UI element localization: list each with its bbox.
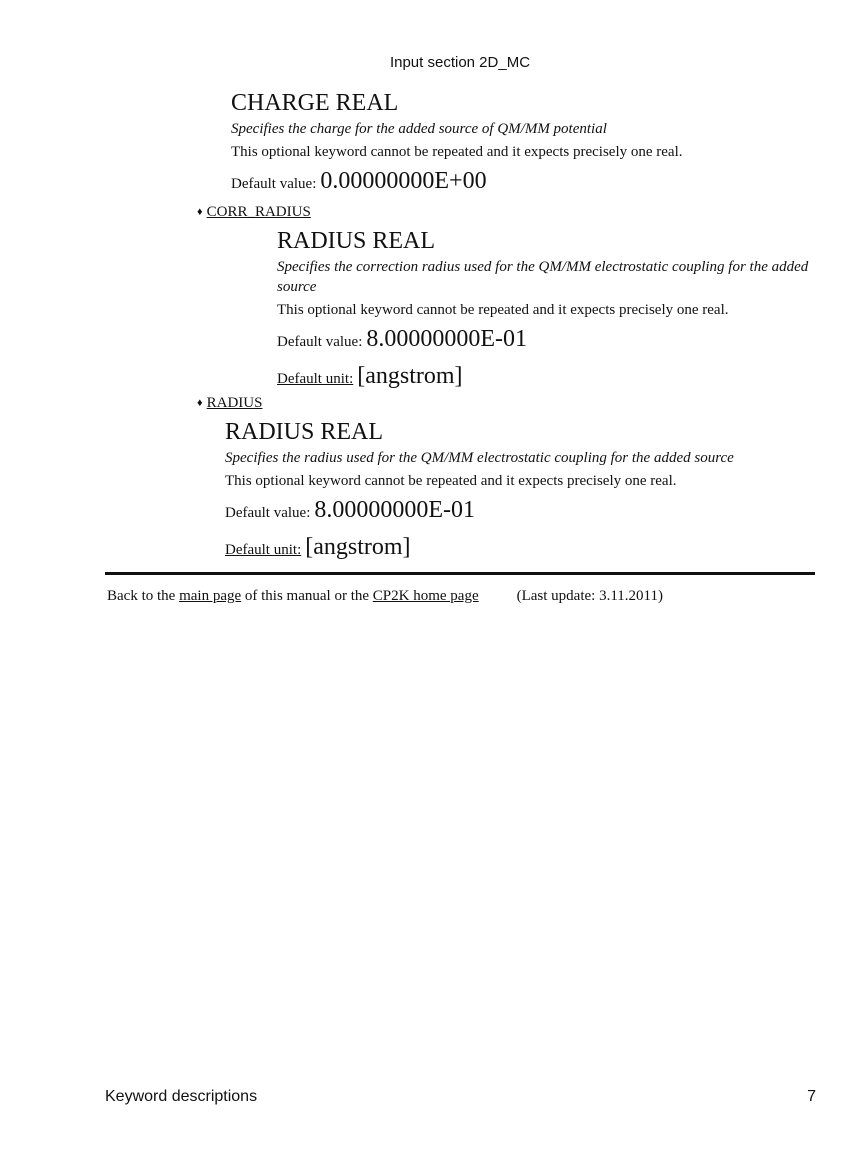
running-header: Input section 2D_MC (389, 54, 531, 71)
diamond-bullet-icon: ♦ (197, 397, 203, 409)
page-footer-section: Keyword descriptions (105, 1088, 258, 1105)
charge-default-label: Default value: (231, 176, 317, 192)
charge-keyword-title: CHARGE REAL (231, 90, 399, 116)
radius-unit-label[interactable]: Default unit: (225, 542, 302, 558)
radius-unit-row (225, 532, 825, 565)
radius-link[interactable]: RADIUS (206, 395, 263, 411)
corr-radius-note: This optional keyword cannot be repeated and it expects precisely one real. (277, 302, 729, 318)
main-page-link[interactable]: main page (179, 588, 242, 604)
radius-unit-value: [angstrom] (305, 534, 411, 560)
diamond-bullet-icon: ♦ (197, 206, 203, 218)
footer-navigation (107, 588, 663, 605)
corr-radius-default-row (277, 324, 817, 357)
horizontal-divider (105, 572, 815, 575)
radius-note: This optional keyword cannot be repeated and it expects precisely one real. (225, 473, 677, 489)
charge-description: Specifies the charge for the added source of QM/MM potential (231, 121, 607, 137)
corr-radius-unit-value: [angstrom] (357, 363, 463, 389)
corr-radius-bullet-row (197, 203, 311, 221)
last-update: (Last update: 3.11.2011) (516, 588, 663, 604)
corr-radius-link[interactable]: CORR_RADIUS (206, 204, 311, 220)
radius-default-row (225, 495, 825, 528)
charge-note: This optional keyword cannot be repeated and it expects precisely one real. (231, 144, 683, 160)
charge-default-value: 0.00000000E+00 (320, 168, 487, 194)
radius-default-value: 8.00000000E-01 (314, 497, 476, 523)
charge-keyword-block (231, 89, 831, 199)
radius-bullet-row (197, 394, 262, 412)
corr-radius-unit-label[interactable]: Default unit: (277, 371, 354, 387)
corr-radius-default-label: Default value: (277, 334, 363, 350)
corr-radius-description: Specifies the correction radius used for the QM/MM electrostatic coupling for the added source (277, 259, 809, 295)
radius-keyword-title: RADIUS REAL (225, 419, 384, 445)
corr-radius-keyword-block (277, 227, 817, 394)
radius-default-label: Default value: (225, 505, 311, 521)
footer-text-manual: of this manual or the (241, 588, 373, 604)
charge-default-row (231, 166, 831, 199)
page-number: 7 (807, 1088, 816, 1105)
radius-keyword-block (225, 418, 825, 565)
radius-description: Specifies the radius used for the QM/MM electrostatic coupling for the added source (225, 450, 734, 466)
cp2k-home-link[interactable]: CP2K home page (372, 588, 479, 604)
footer-text-back: Back to the (107, 588, 180, 604)
corr-radius-unit-row (277, 361, 817, 394)
corr-radius-keyword-title: RADIUS REAL (277, 228, 436, 254)
corr-radius-default-value: 8.00000000E-01 (366, 326, 528, 352)
